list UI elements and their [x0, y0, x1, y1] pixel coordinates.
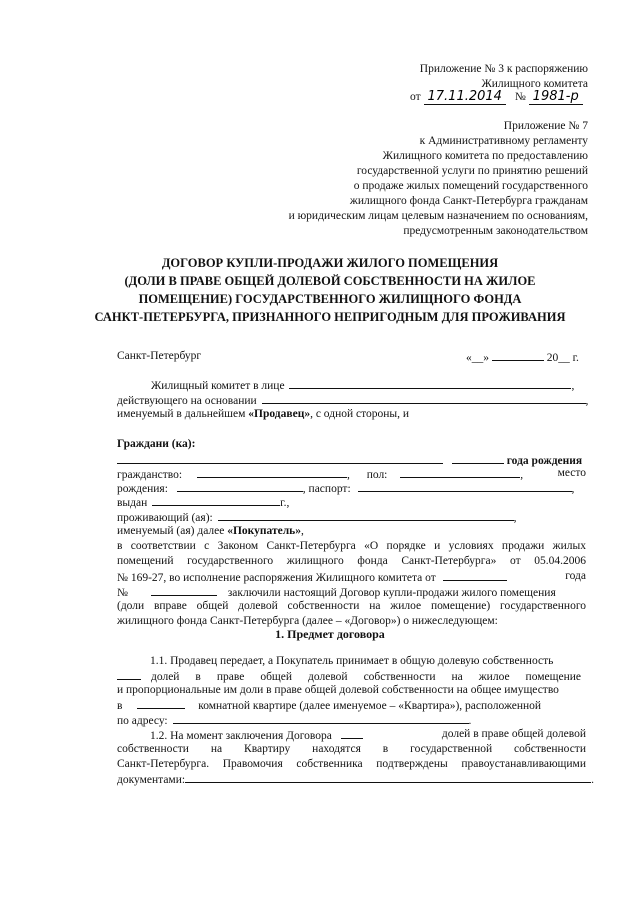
buyer-citizenship-row: гражданство: , пол: , место [117, 467, 586, 481]
appendix7-line: предусмотренным законодательством [403, 225, 588, 237]
date-day: «__» [466, 352, 489, 364]
document-title-line: САНКТ-ПЕТЕРБУРГА, ПРИЗНАННОГО НЕПРИГОДНЫМ ДЛЯ ПРОЖИВАНИЯ [94, 310, 566, 324]
seller-basis-blank[interactable] [262, 392, 586, 404]
appendix7-line: жилищного фонда Санкт-Петербурга гражданам [349, 195, 588, 207]
seller-named-tail: , с одной стороны, и [310, 408, 410, 420]
seller-named-text: именуемый в дальнейшем [117, 408, 249, 420]
buyer-named-text: именуемый (ая) далее [117, 525, 228, 537]
document-title-line: (ДОЛИ В ПРАВЕ ОБЩЕЙ ДОЛЕВОЙ СОБСТВЕННОСТИ НА ЖИЛОЕ [124, 274, 536, 288]
residence-blank[interactable] [218, 509, 514, 521]
appendix3-line1: Приложение № 3 к распоряжению [419, 63, 588, 75]
appendix3-date-row [410, 90, 583, 105]
date-year: 20__ г. [546, 352, 579, 364]
residence-label: проживающий (ая): [117, 512, 213, 524]
clause-1-1-line5: по адресу: . [117, 712, 471, 729]
seller-role: «Продавец» [248, 408, 311, 420]
sex-blank[interactable] [400, 466, 520, 478]
clause-1-2-line4: документами: . [117, 771, 594, 788]
birthplace-blank[interactable] [177, 480, 303, 492]
appendix7-line: Жилищного комитета по предоставлению [382, 150, 588, 162]
clause-1-2-line2: собственности на Квартиру находятся в государственной собственности [117, 743, 586, 755]
address-label: по адресу: [117, 715, 168, 727]
issued-year-suffix: г., [280, 497, 290, 509]
appendix7-line: и юридическим лицам целевым назначением по основаниям, [288, 210, 588, 222]
appendix7-line: к Административному регламенту [419, 135, 588, 147]
appendix3-line2: Жилищного комитета [481, 78, 588, 90]
rooms-count-blank[interactable] [137, 697, 185, 709]
passport-blank[interactable] [358, 480, 572, 492]
buyer-named-tail: , [301, 525, 304, 537]
contract-date-template [466, 349, 579, 366]
issued-blank[interactable] [152, 494, 280, 506]
appendix3-no: № [514, 91, 526, 103]
seller-label: Жилищный комитет в лице [151, 380, 285, 392]
date-month-blank[interactable] [492, 349, 544, 361]
issued-label: выдан [117, 497, 148, 509]
body-line: жилищного фонда Санкт-Петербурга (далее – «Договор») о нижеследующем: [117, 615, 498, 627]
clause-1-1-in: в [117, 700, 123, 712]
appendix3-date-handwritten: 17.11.2014 [424, 89, 506, 105]
clause-1-1-line3: и пропорциональные им доли в праве общей долевой собственности на общее имущество [117, 684, 559, 696]
body-line: помещений государственного жилищного фонда Санкт-Петербурга» от 05.04.2006 [117, 555, 586, 567]
body-order-year: года [565, 570, 586, 582]
sex-label: пол: [366, 469, 388, 481]
clause-1-1-line4-text: комнатной квартире (далее именуемое – «Квартира»), расположенной [198, 700, 542, 712]
document-title-line: ПОМЕЩЕНИЕ) ГОСУДАРСТВЕННОГО ЖИЛИЩНОГО ФОНДА [138, 292, 522, 306]
buyer-header: Граждани (ка): [117, 438, 196, 450]
body-line: в соответствии с Законом Санкт-Петербурга «О порядке и условиях продажи жилых [117, 540, 586, 552]
citizenship-label: гражданство: [117, 469, 183, 481]
buyer-name-blank[interactable] [117, 452, 443, 464]
buyer-birth-year-blank[interactable] [452, 452, 504, 464]
documents-blank[interactable] [185, 771, 591, 783]
seller-line1: Жилищный комитет в лице , [151, 377, 574, 394]
birthplace-label: место [557, 467, 586, 479]
buyer-role: «Покупатель» [227, 525, 302, 537]
citizenship-blank[interactable] [197, 466, 347, 478]
appendix3-from: от [410, 91, 421, 103]
birth-label: рождения: [117, 483, 168, 495]
buyer-birth-row: рождения: , паспорт: , [117, 480, 574, 497]
buyer-residence-row: проживающий (ая): , [117, 509, 516, 526]
appendix3-number-handwritten: 1981-р [529, 89, 583, 105]
seller-basis-label: действующего на основании [117, 395, 257, 407]
seller-line2: действующего на основании , [117, 392, 588, 409]
clause-1-2-tail: долей в праве общей долевой [441, 728, 586, 740]
appendix7-line: о продаже жилых помещений государственного [353, 180, 588, 192]
body-order-text: № 169-27, во исполнение распоряжения Жилищного комитета от [117, 572, 436, 584]
birth-year-label: года рождения [506, 455, 583, 467]
appendix7-line: государственной услуги по принятию решений [356, 165, 588, 177]
clause-1-2-line3: Санкт-Петербурга. Правомочия собственника подтверждены правоустанавливающими [117, 758, 586, 770]
passport-label: , паспорт: [302, 483, 351, 495]
order-number-blank[interactable] [151, 584, 217, 596]
shares-count-blank[interactable] [117, 668, 141, 680]
body-concluded-text: заключили настоящий Договор купли-продажи жилого помещения [227, 587, 556, 599]
place-of-signing: Санкт-Петербург [117, 350, 202, 362]
order-date-blank[interactable] [443, 569, 507, 581]
clause-1-1-line2-text: долей в праве общей долевой собственности на жилое помещение [151, 671, 581, 683]
section1-title: 1. Предмет договора [275, 627, 385, 641]
document-title-line: ДОГОВОР КУПЛИ-ПРОДАЖИ ЖИЛОГО ПОМЕЩЕНИЯ [161, 256, 499, 270]
clause-1-1-line1: 1.1. Продавец передает, а Покупатель принимает в общую долевую собственность [150, 655, 554, 667]
order-number-sign: № [117, 587, 128, 599]
clause-1-2-text: 1.2. На момент заключения Договора [150, 730, 332, 742]
body-line: (доли вправе общей долевой собственности на жилое помещение) государственного [117, 600, 586, 612]
seller-representative-blank[interactable] [289, 377, 571, 389]
seller-line3 [117, 407, 409, 422]
address-blank[interactable] [173, 712, 469, 724]
buyer-named-row [117, 524, 304, 539]
documents-label: документами: [117, 774, 186, 786]
state-shares-blank[interactable] [341, 727, 363, 739]
appendix7-title: Приложение № 7 [503, 120, 588, 132]
